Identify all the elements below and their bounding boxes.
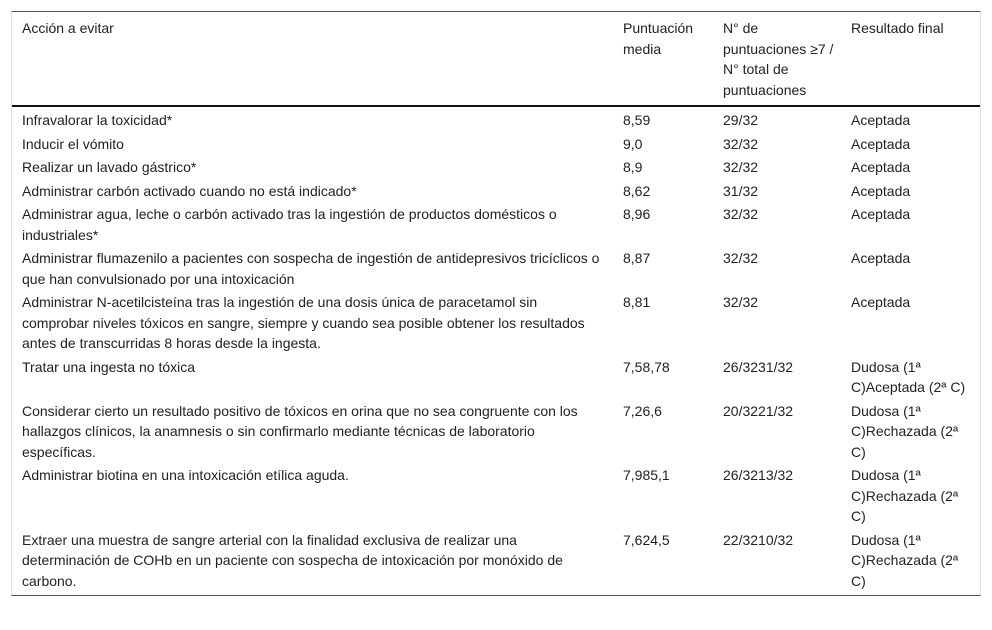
header-num-puntuaciones: N° de puntuaciones ≥7 / N° total de puntuaciones xyxy=(713,12,841,106)
header-puntuacion-media: Puntuación media xyxy=(613,12,713,106)
cell-puntuacion: 7,58,78 xyxy=(623,358,670,375)
table-row xyxy=(12,106,980,132)
table-header xyxy=(12,12,980,106)
cell-resultado: Aceptada xyxy=(851,182,911,199)
table-row xyxy=(12,132,980,156)
cell-resultado: Dudosa (1ª C)Rechazada (2ª C) xyxy=(851,402,959,460)
header-accion: Acción a evitar xyxy=(12,12,613,106)
cell-puntuacion: 7,26,6 xyxy=(623,402,662,419)
cell-resultado: Aceptada xyxy=(851,159,911,175)
cell-num-puntuaciones: 20/3221/32 xyxy=(723,402,794,419)
header-resultado-final: Resultado final xyxy=(841,12,980,106)
cell-accion: Extraer una muestra de sangre arterial con la finalidad exclusiva de realizar una determinación de COHb en un paciente con sospecha de intoxicación por monóxido de carbono. xyxy=(22,531,563,589)
cell-num-puntuaciones: 32/32 xyxy=(723,159,759,175)
results-table xyxy=(12,12,980,595)
cell-accion: Administrar flumazenilo a pacientes con sospecha de ingestión de antidepresivos tricíclicos o que han convulsionado por una intoxicación xyxy=(22,250,600,287)
cell-resultado: Dudosa (1ª C)Aceptada (2ª C) xyxy=(851,358,966,395)
cell-num-puntuaciones: 32/32 xyxy=(723,206,759,222)
table-row xyxy=(12,290,980,355)
cell-num-puntuaciones: 32/32 xyxy=(723,135,759,152)
cell-resultado: Aceptada xyxy=(851,206,911,222)
table-row xyxy=(12,179,980,203)
header-row xyxy=(12,12,980,106)
cell-puntuacion: 9,0 xyxy=(623,135,643,152)
cell-accion: Inducir el vómito xyxy=(22,135,124,152)
table-body xyxy=(12,106,980,595)
cell-puntuacion: 8,81 xyxy=(623,294,651,310)
cell-accion: Realizar un lavado gástrico* xyxy=(22,159,197,175)
cell-num-puntuaciones: 29/32 xyxy=(723,112,759,128)
cell-num-puntuaciones: 32/32 xyxy=(723,294,759,310)
cell-accion: Administrar biotina en una intoxicación etílica aguda. xyxy=(22,467,349,483)
cell-puntuacion: 7,985,1 xyxy=(623,467,670,483)
cell-num-puntuaciones: 22/3210/32 xyxy=(723,531,794,548)
table-row xyxy=(12,528,980,596)
cell-accion: Considerar cierto un resultado positivo de tóxicos en orina que no sea congruente con los hallazgos clínicos, la anamnesis o sin confirmarlo mediante técnicas de laboratorio específicas. xyxy=(22,402,578,460)
cell-accion: Administrar agua, leche o carbón activado tras la ingestión de productos domésticos o industriales* xyxy=(22,206,557,243)
table-row xyxy=(12,155,980,179)
table-row xyxy=(12,355,980,399)
cell-accion: Administrar N-acetilcisteína tras la ingestión de una dosis única de paracetamol sin comprobar niveles tóxicos en sangre, siempre y cuando sea posible obtener los resultados antes de transcurridas 8 horas desde la ingesta. xyxy=(22,294,585,351)
table-row xyxy=(12,246,980,290)
cell-accion: Infravalorar la toxicidad* xyxy=(22,112,173,128)
table-row xyxy=(12,399,980,464)
cell-accion: Administrar carbón activado cuando no está indicado* xyxy=(22,182,357,199)
cell-resultado: Aceptada xyxy=(851,112,911,128)
cell-puntuacion: 8,96 xyxy=(623,206,651,222)
cell-puntuacion: 7,624,5 xyxy=(623,531,670,548)
cell-puntuacion: 8,87 xyxy=(623,250,651,266)
cell-puntuacion: 8,59 xyxy=(623,112,651,128)
cell-num-puntuaciones: 32/32 xyxy=(723,250,759,266)
cell-num-puntuaciones: 26/3231/32 xyxy=(723,358,794,375)
cell-resultado: Dudosa (1ª C)Rechazada (2ª C) xyxy=(851,467,959,524)
cell-num-puntuaciones: 26/3213/32 xyxy=(723,467,794,483)
table-row xyxy=(12,202,980,246)
cell-puntuacion: 8,62 xyxy=(623,182,651,199)
cell-accion: Tratar una ingesta no tóxica xyxy=(22,358,196,375)
cell-resultado: Aceptada xyxy=(851,294,911,310)
cell-puntuacion: 8,9 xyxy=(623,159,643,175)
cell-resultado: Aceptada xyxy=(851,135,911,152)
cell-resultado: Dudosa (1ª C)Rechazada (2ª C) xyxy=(851,531,959,589)
results-table-container xyxy=(11,11,981,596)
cell-resultado: Aceptada xyxy=(851,250,911,266)
table-row xyxy=(12,463,980,528)
cell-num-puntuaciones: 31/32 xyxy=(723,182,759,199)
